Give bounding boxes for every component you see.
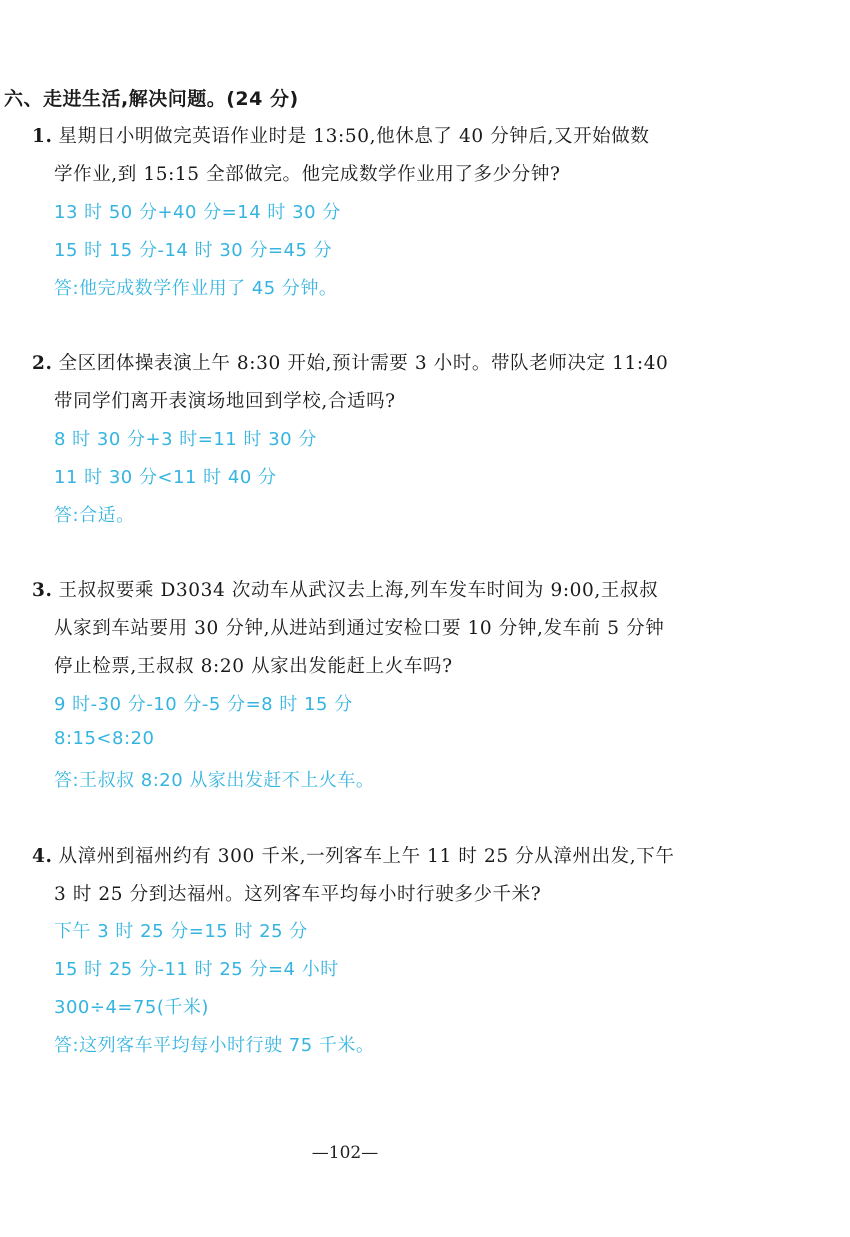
question-line [32, 122, 649, 148]
question-line [54, 160, 560, 186]
answer-line: 300÷4=75(千米) [54, 997, 209, 1018]
question-line [32, 842, 674, 868]
answer-line: 15 时 25 分-11 时 25 分=4 小时 [54, 959, 339, 980]
question-text: 带同学们离开表演场地回到学校,合适吗? [54, 391, 396, 412]
question-line [32, 349, 668, 375]
answer-line: 9 时-30 分-10 分-5 分=8 时 15 分 [54, 694, 353, 715]
answer-line: 11 时 30 分<11 时 40 分 [54, 467, 277, 488]
question-text: 从家到车站要用 30 分钟,从进站到通过安检口要 10 分钟,发车前 5 分钟 [54, 618, 665, 639]
question-line [54, 652, 453, 678]
question-line [54, 614, 664, 640]
question-text: 学作业,到 15:15 全部做完。他完成数学作业用了多少分钟? [54, 164, 561, 185]
problem-number: 1. [32, 126, 53, 147]
question-line [54, 387, 396, 413]
problem-number: 4. [32, 846, 53, 867]
answer-line: 答:王叔叔 8:20 从家出发赶不上火车。 [54, 770, 375, 791]
answer-line: 答:合适。 [54, 505, 135, 526]
question-text: 从漳州到福州约有 300 千米,一列客车上午 11 时 25 分从漳州出发,下午 [58, 846, 675, 867]
answer-line: 8:15<8:20 [54, 728, 155, 749]
answer-line: 13 时 50 分+40 分=14 时 30 分 [54, 202, 341, 223]
answer-line: 15 时 15 分-14 时 30 分=45 分 [54, 240, 333, 261]
answer-line: 下午 3 时 25 分=15 时 25 分 [54, 921, 308, 942]
question-line [54, 880, 541, 906]
question-text: 全区团体操表演上午 8:30 开始,预计需要 3 小时。带队老师决定 11:40 [58, 353, 669, 374]
answer-line: 8 时 30 分+3 时=11 时 30 分 [54, 429, 317, 450]
question-line [32, 576, 658, 602]
page-number: —102— [311, 1143, 379, 1163]
question-text: 王叔叔要乘 D3034 次动车从武汉去上海,列车发车时间为 9:00,王叔叔 [58, 580, 659, 601]
answer-line: 答:这列客车平均每小时行驶 75 千米。 [54, 1035, 375, 1056]
problem-number: 3. [32, 580, 53, 601]
section-title: 六、走进生活,解决问题。(24 分) [4, 88, 299, 110]
answer-line: 答:他完成数学作业用了 45 分钟。 [54, 278, 338, 299]
question-text: 停止检票,王叔叔 8:20 从家出发能赶上火车吗? [54, 656, 453, 677]
question-text: 星期日小明做完英语作业时是 13:50,他休息了 40 分钟后,又开始做数 [58, 126, 650, 147]
problem-number: 2. [32, 353, 53, 374]
question-text: 3 时 25 分到达福州。这列客车平均每小时行驶多少千米? [54, 884, 542, 905]
